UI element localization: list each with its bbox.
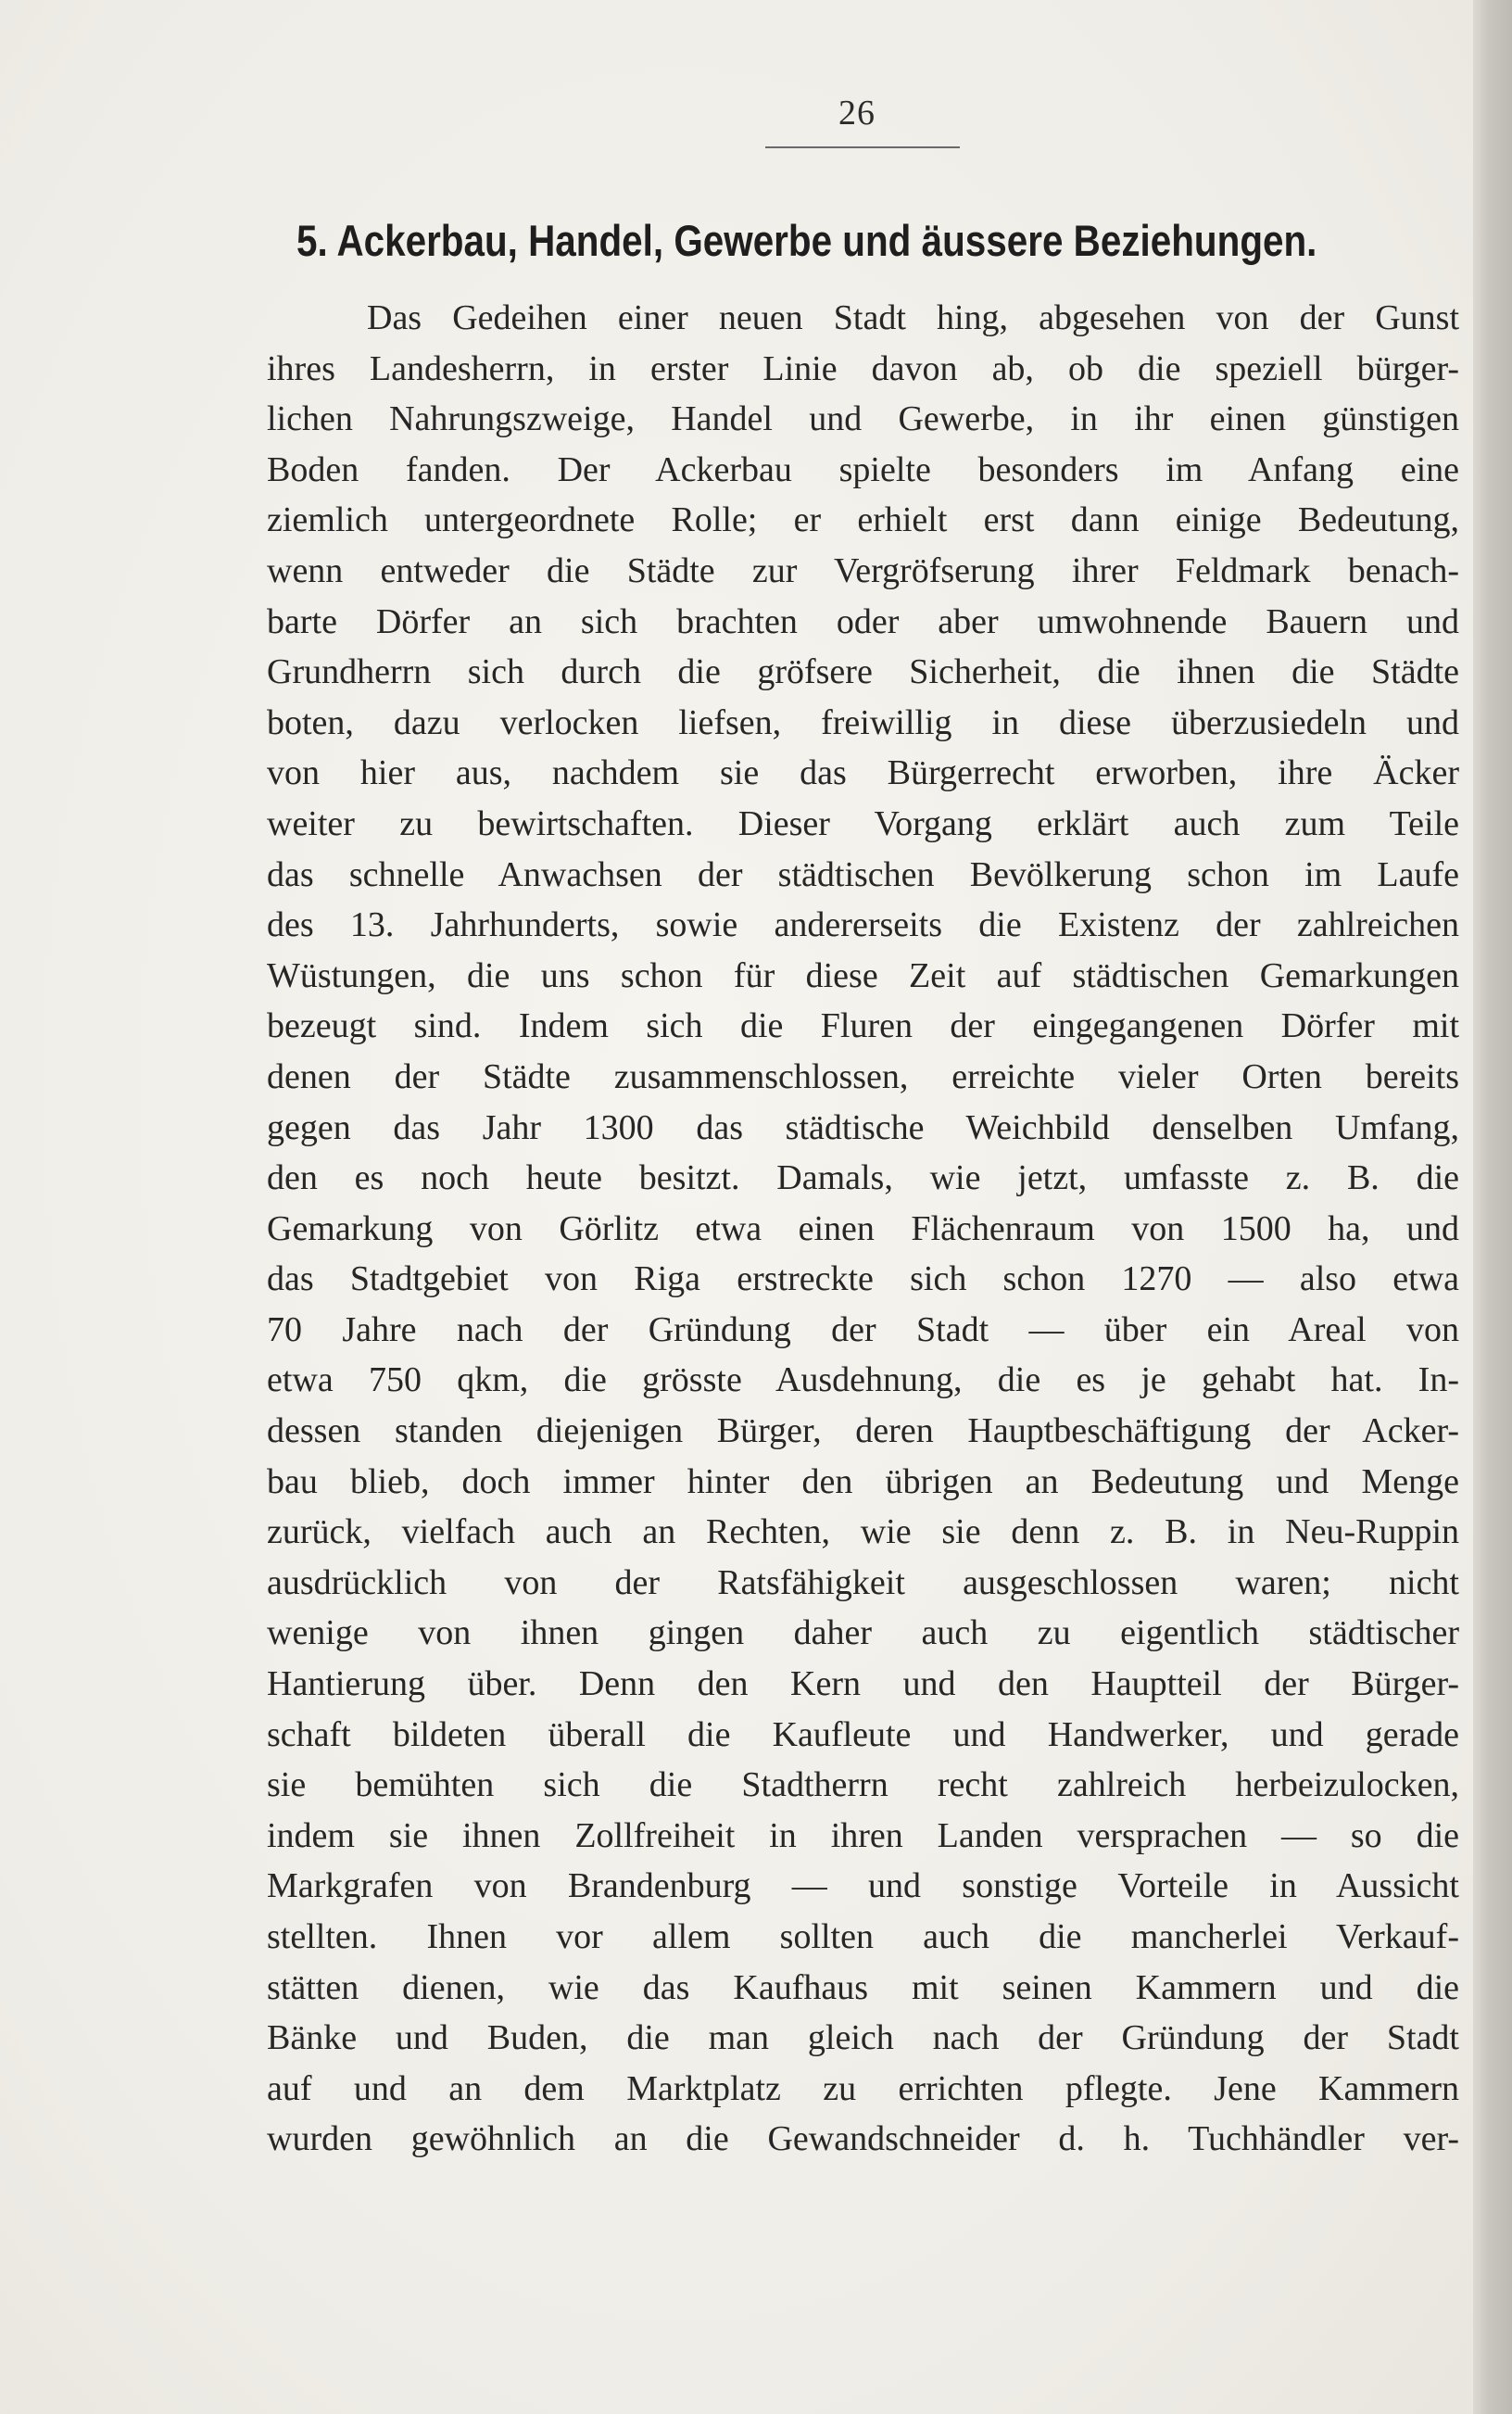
text-line: bezeugt sind. Indem sich die Fluren der eingegangenen Dörfer mit: [267, 1006, 1459, 1046]
text-line: wurden gewöhnlich an die Gewandschneider d. h. Tuchhändler ver-: [267, 2119, 1459, 2159]
text-line: schaft bildeten überall die Kaufleute und Handwerker, und gerade: [267, 1714, 1459, 1754]
text-line: gegen das Jahr 1300 das städtische Weichbild denselben Umfang,: [267, 1107, 1459, 1147]
text-line: Markgrafen von Brandenburg — und sonstige Vorteile in Aussicht: [267, 1866, 1459, 1906]
text-line: weiter zu bewirtschaften. Dieser Vorgang erklärt auch zum Teile: [267, 803, 1459, 843]
text-line: bau blieb, doch immer hinter den übrigen an Bedeutung und Menge: [267, 1461, 1459, 1501]
text-line: des 13. Jahrhunderts, sowie andererseits die Existenz der zahlreichen: [267, 905, 1459, 945]
text-line: das schnelle Anwachsen der städtischen Bevölkerung schon im Laufe: [267, 854, 1459, 894]
text-line: Wüstungen, die uns schon für diese Zeit auf städtischen Gemarkungen: [267, 955, 1459, 995]
text-line: wenige von ihnen gingen daher auch zu eigentlich städtischer: [267, 1613, 1459, 1653]
text-line: das Stadtgebiet von Riga erstreckte sich schon 1270 — also etwa: [267, 1259, 1459, 1299]
text-line: boten, dazu verlocken liefsen, freiwillig in diese überzusiedeln und: [267, 702, 1459, 742]
text-line: 70 Jahre nach der Gründung der Stadt — über ein Areal von: [267, 1309, 1459, 1349]
text-line: Hantierung über. Denn den Kern und den Hauptteil der Bürger-: [267, 1664, 1459, 1704]
page-number-rule: [765, 146, 960, 148]
body-text: [267, 293, 1459, 2165]
text-line: Das Gedeihen einer neuen Stadt hing, abgesehen von der Gunst: [367, 298, 1459, 337]
text-line: barte Dörfer an sich brachten oder aber umwohnende Bauern und: [267, 601, 1459, 641]
text-line: stätten dienen, wie das Kaufhaus mit seinen Kammern und die: [267, 1967, 1459, 2007]
text-line: ihres Landesherrn, in erster Linie davon ab, ob die speziell bürger-: [267, 348, 1459, 388]
text-line: dessen standen diejenigen Bürger, deren Hauptbeschäftigung der Acker-: [267, 1411, 1459, 1451]
text-line: Gemarkung von Görlitz etwa einen Flächenraum von 1500 ha, und: [267, 1208, 1459, 1248]
text-line: den es noch heute besitzt. Damals, wie jetzt, umfasste z. B. die: [267, 1158, 1459, 1198]
text-line: Grundherrn sich durch die gröfsere Sicherheit, die ihnen die Städte: [267, 652, 1459, 692]
text-line: ausdrücklich von der Ratsfähigkeit ausgeschlossen waren; nicht: [267, 1562, 1459, 1602]
text-line: Bänke und Buden, die man gleich nach der Gründung der Stadt: [267, 2018, 1459, 2058]
text-line: stellten. Ihnen vor allem sollten auch die mancherlei Verkauf-: [267, 1917, 1459, 1956]
text-line: ziemlich untergeordnete Rolle; er erhielt erst dann einige Bedeutung,: [267, 500, 1459, 540]
text-line: etwa 750 qkm, die grösste Ausdehnung, die es je gehabt hat. In-: [267, 1360, 1459, 1400]
text-line: sie bemühten sich die Stadtherrn recht zahlreich herbeizulocken,: [267, 1765, 1459, 1805]
section-heading: 5. Ackerbau, Handel, Gewerbe und äussere Beziehungen.: [296, 216, 1317, 265]
text-line: wenn entweder die Städte zur Vergröfserung ihrer Feldmark benach-: [267, 550, 1459, 590]
text-line: Boden fanden. Der Ackerbau spielte besonders im Anfang eine: [267, 449, 1459, 489]
text-line: lichen Nahrungszweige, Handel und Gewerbe, in ihr einen günstigen: [267, 399, 1459, 439]
page-number: 26: [838, 94, 876, 133]
text-line: auf und an dem Marktplatz zu errichten pflegte. Jene Kammern: [267, 2068, 1459, 2108]
text-line: zurück, vielfach auch an Rechten, wie sie denn z. B. in Neu-Ruppin: [267, 1512, 1459, 1552]
text-line: von hier aus, nachdem sie das Bürgerrecht erworben, ihre Äcker: [267, 753, 1459, 793]
text-line: denen der Städte zusammenschlossen, erreichte vieler Orten bereits: [267, 1056, 1459, 1096]
page-gutter-shadow: [1473, 0, 1512, 2414]
text-line: indem sie ihnen Zollfreiheit in ihren Landen versprachen — so die: [267, 1815, 1459, 1855]
